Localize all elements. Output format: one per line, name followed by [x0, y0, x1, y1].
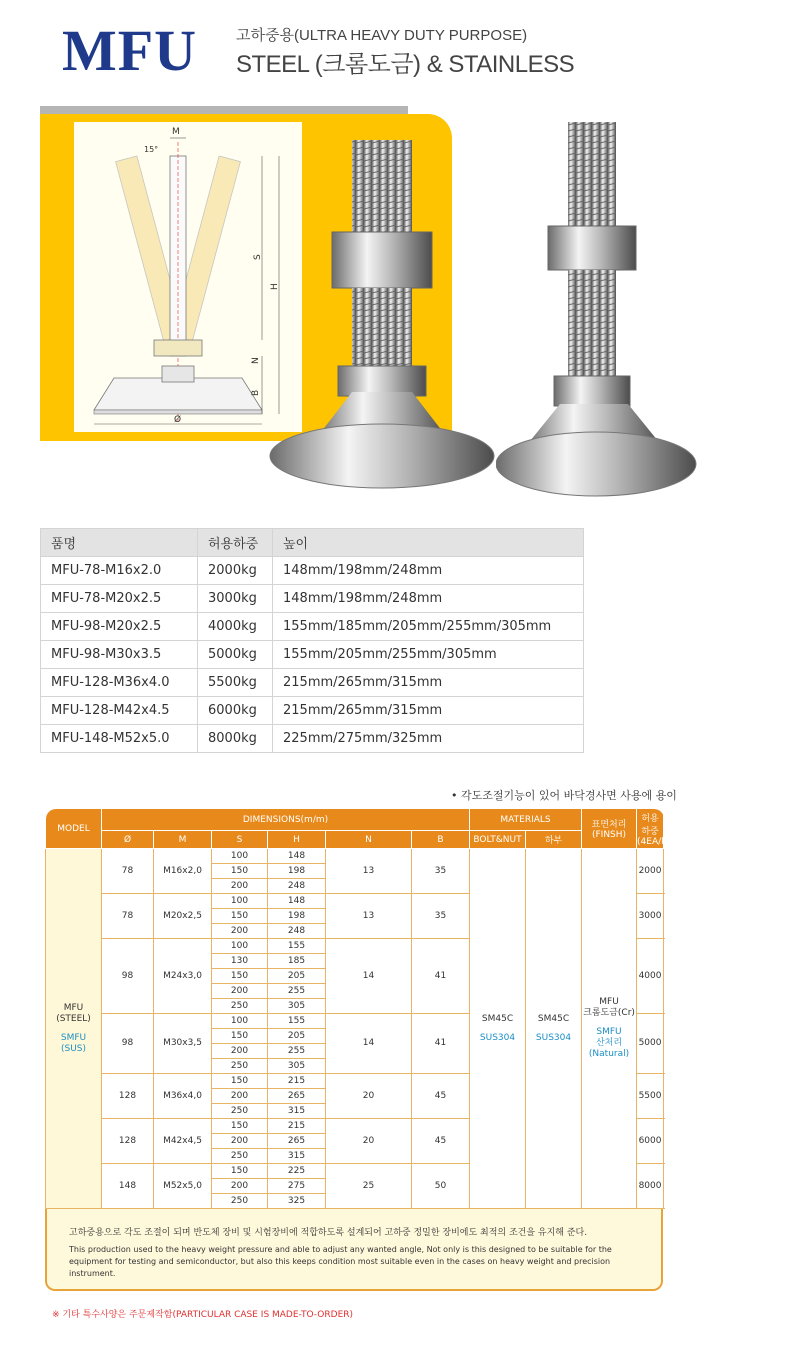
description-box [45, 1209, 663, 1291]
cell-n: 20 [326, 1119, 412, 1164]
cell-diameter: 78 [102, 894, 154, 939]
cell-load: 6000kg [198, 697, 273, 725]
header-m: M [154, 831, 212, 849]
header-load: 허용하중 [198, 529, 273, 557]
cell-s: 200 [212, 1134, 268, 1149]
cell-load: 3000kg [198, 585, 273, 613]
header-name: 품명 [41, 529, 198, 557]
product-photo-1 [268, 114, 498, 494]
header-base: 하부 [526, 831, 582, 849]
cell-thread: M20x2,5 [154, 894, 212, 939]
cell-model: MFU-98-M30x3.5 [41, 641, 198, 669]
cell-height: 148mm/198mm/248mm [273, 557, 584, 585]
finish-label: 크롬도금(Cr) [583, 1008, 635, 1018]
cell-n: 13 [326, 849, 412, 894]
cell-s: 150 [212, 1164, 268, 1179]
cell-height: 215mm/265mm/315mm [273, 697, 584, 725]
cell-b: 41 [412, 939, 470, 1014]
cell-height: 215mm/265mm/315mm [273, 669, 584, 697]
cell-s: 200 [212, 1089, 268, 1104]
cell-h: 155 [268, 1014, 326, 1029]
header-dia: Ø [102, 831, 154, 849]
header-height: 높이 [273, 529, 584, 557]
header-materials: MATERIALS [470, 809, 582, 831]
cell-h: 248 [268, 879, 326, 894]
cell-load: 2000kg [198, 557, 273, 585]
cell-b: 35 [412, 894, 470, 939]
cell-s: 100 [212, 849, 268, 864]
made-to-order-note: ※ 기타 특수사양은 주문제작함(PARTICULAR CASE IS MADE-TO-ORDER) [52, 1310, 354, 1320]
cell-load: 4000 [637, 939, 664, 1014]
model-label: (SUS) [60, 1043, 87, 1054]
cell-load: 2000 [637, 849, 664, 894]
cell-s: 200 [212, 879, 268, 894]
cell-s: 250 [212, 1149, 268, 1164]
cell-finish [582, 849, 637, 1209]
table-row [41, 725, 584, 753]
finish-label: 산처리 [595, 1038, 623, 1048]
cell-bolt-material [470, 849, 526, 1209]
cell-s: 150 [212, 1074, 268, 1089]
subtitle-purpose: 고하중용(ULTRA HEAVY DUTY PURPOSE) [236, 27, 528, 44]
cell-h: 198 [268, 864, 326, 879]
cell-s: 200 [212, 984, 268, 999]
product-image-area [40, 106, 740, 516]
model-cell [46, 849, 102, 1209]
header-finish [582, 809, 637, 849]
cell-s: 100 [212, 894, 268, 909]
dim-label-s: S [253, 254, 263, 260]
finish-label: MFU [599, 997, 619, 1007]
cell-b: 35 [412, 849, 470, 894]
cell-model: MFU-98-M20x2.5 [41, 613, 198, 641]
cell-h: 255 [268, 984, 326, 999]
finish-label: SMFU [596, 1027, 622, 1037]
cell-h: 255 [268, 1044, 326, 1059]
cell-s: 250 [212, 1104, 268, 1119]
dim-label-m: M [172, 127, 180, 137]
cell-diameter: 78 [102, 849, 154, 894]
table-row [41, 697, 584, 725]
cell-h: 275 [268, 1179, 326, 1194]
cell-s: 250 [212, 999, 268, 1014]
cell-h: 148 [268, 849, 326, 864]
cell-height: 225mm/275mm/325mm [273, 725, 584, 753]
page-header [62, 18, 622, 83]
description-english: This production used to the heavy weight pressure and able to adjust any wanted angle, Not only is this designed to be suitable for the equipment for testing and semiconductor, but also this keeps condition most suitable even in the cases on heavy weight and precision instrument. [69, 1245, 612, 1278]
cell-load: 5500kg [198, 669, 273, 697]
spec-table [40, 528, 584, 753]
cell-s: 200 [212, 1044, 268, 1059]
header-s: S [212, 831, 268, 849]
material-steel: SM45C [537, 1013, 570, 1024]
cell-h: 248 [268, 924, 326, 939]
cell-s: 200 [212, 1179, 268, 1194]
table-row [41, 641, 584, 669]
cell-diameter: 128 [102, 1119, 154, 1164]
cell-s: 150 [212, 909, 268, 924]
dim-label-angle: 15° [144, 145, 159, 154]
cell-n: 13 [326, 894, 412, 939]
subtitle-material: STEEL (크롬도금) & STAINLESS [236, 51, 575, 78]
cell-height: 148mm/198mm/248mm [273, 585, 584, 613]
cell-n: 14 [326, 1014, 412, 1074]
product-photo-2 [496, 114, 702, 514]
cell-load: 5000 [637, 1014, 664, 1074]
cell-s: 250 [212, 1194, 268, 1209]
cell-model: MFU-148-M52x5.0 [41, 725, 198, 753]
cell-h: 148 [268, 894, 326, 909]
cell-h: 225 [268, 1164, 326, 1179]
angle-adjust-note: • 각도조절기능이 있어 바닥경사면 사용에 용이 [451, 789, 677, 802]
cell-diameter: 98 [102, 1014, 154, 1074]
cell-s: 150 [212, 1029, 268, 1044]
cell-s: 200 [212, 924, 268, 939]
cell-thread: M52x5,0 [154, 1164, 212, 1209]
cell-load: 8000kg [198, 725, 273, 753]
cell-s: 150 [212, 969, 268, 984]
model-label: SMFU [60, 1032, 87, 1043]
cell-b: 45 [412, 1074, 470, 1119]
header-dimensions: DIMENSIONS(m/m) [102, 809, 470, 831]
header-bolt: BOLT&NUT [470, 831, 526, 849]
cell-h: 198 [268, 909, 326, 924]
cell-h: 155 [268, 939, 326, 954]
cell-thread: M30x3,5 [154, 1014, 212, 1074]
header-h: H [268, 831, 326, 849]
cell-diameter: 148 [102, 1164, 154, 1209]
cell-b: 45 [412, 1119, 470, 1164]
cell-model: MFU-78-M20x2.5 [41, 585, 198, 613]
spec-table-header [41, 529, 584, 557]
material-sus: SUS304 [479, 1032, 516, 1043]
table-row [41, 669, 584, 697]
header-model: MODEL [46, 809, 102, 849]
cell-h: 205 [268, 1029, 326, 1044]
material-steel: SM45C [481, 1013, 514, 1024]
header-load [637, 809, 676, 849]
cell-load: 5000kg [198, 641, 273, 669]
cell-load: 3000 [637, 894, 664, 939]
cell-b: 50 [412, 1164, 470, 1209]
model-label: (STEEL) [56, 1013, 91, 1024]
cell-h: 315 [268, 1104, 326, 1119]
cell-n: 14 [326, 939, 412, 1014]
cell-s: 100 [212, 939, 268, 954]
dimensions-table [45, 808, 676, 1209]
table-row [41, 557, 584, 585]
dim-label-diameter: Ø [174, 415, 182, 425]
cell-h: 265 [268, 1134, 326, 1149]
cell-model: MFU-78-M16x2.0 [41, 557, 198, 585]
dim-label-n: N [251, 357, 261, 364]
cell-s: 100 [212, 1014, 268, 1029]
cell-h: 325 [268, 1194, 326, 1209]
cell-thread: M24x3,0 [154, 939, 212, 1014]
dimensions-section [45, 808, 676, 1300]
table-row [41, 613, 584, 641]
spacer [46, 1025, 101, 1033]
cell-h: 305 [268, 1059, 326, 1074]
cell-load: 6000 [637, 1119, 664, 1164]
cell-load: 8000 [637, 1164, 664, 1209]
cell-b: 41 [412, 1014, 470, 1074]
header-load-en: (4EA/kg) [637, 836, 676, 847]
cell-h: 305 [268, 999, 326, 1014]
cell-n: 25 [326, 1164, 412, 1209]
cell-h: 185 [268, 954, 326, 969]
table-row [41, 585, 584, 613]
cell-model: MFU-128-M36x4.0 [41, 669, 198, 697]
cell-h: 315 [268, 1149, 326, 1164]
cell-height: 155mm/205mm/255mm/305mm [273, 641, 584, 669]
cell-h: 205 [268, 969, 326, 984]
dim-label-b: B [251, 389, 261, 396]
cell-diameter: 98 [102, 939, 154, 1014]
header-load-kr: 허용하중 [641, 813, 659, 837]
cell-model: MFU-128-M42x4.5 [41, 697, 198, 725]
description-korean: 고하중용으로 각도 조절이 되며 반도체 장비 및 시험장비에 적합하도록 설계되어 고하중 정밀한 장비에도 최적의 조건을 유지해 준다. [69, 1228, 588, 1238]
header-n: N [326, 831, 412, 849]
cell-s: 250 [212, 1059, 268, 1074]
model-label: MFU [63, 1002, 84, 1013]
cell-h: 215 [268, 1119, 326, 1134]
cell-load: 4000kg [198, 613, 273, 641]
cell-thread: M42x4,5 [154, 1119, 212, 1164]
cell-s: 150 [212, 1119, 268, 1134]
finish-label: (Natural) [588, 1049, 630, 1059]
cell-s: 130 [212, 954, 268, 969]
header-b: B [412, 831, 470, 849]
cell-thread: M16x2,0 [154, 849, 212, 894]
header-finish-kr: 표면처리 [591, 820, 627, 830]
cell-s: 150 [212, 864, 268, 879]
diagram-tab-bar [40, 106, 408, 114]
cell-h: 265 [268, 1089, 326, 1104]
cell-diameter: 128 [102, 1074, 154, 1119]
cell-height: 155mm/185mm/205mm/255mm/305mm [273, 613, 584, 641]
brand-title: MFU [62, 18, 198, 83]
cell-thread: M36x4,0 [154, 1074, 212, 1119]
cell-load: 5500 [637, 1074, 664, 1119]
cell-base-material [526, 849, 582, 1209]
dim-label-h: H [270, 283, 280, 290]
cell-n: 20 [326, 1074, 412, 1119]
material-sus: SUS304 [535, 1032, 572, 1043]
header-finish-en: (FINSH) [591, 830, 627, 840]
table-row [46, 849, 664, 864]
cell-h: 215 [268, 1074, 326, 1089]
